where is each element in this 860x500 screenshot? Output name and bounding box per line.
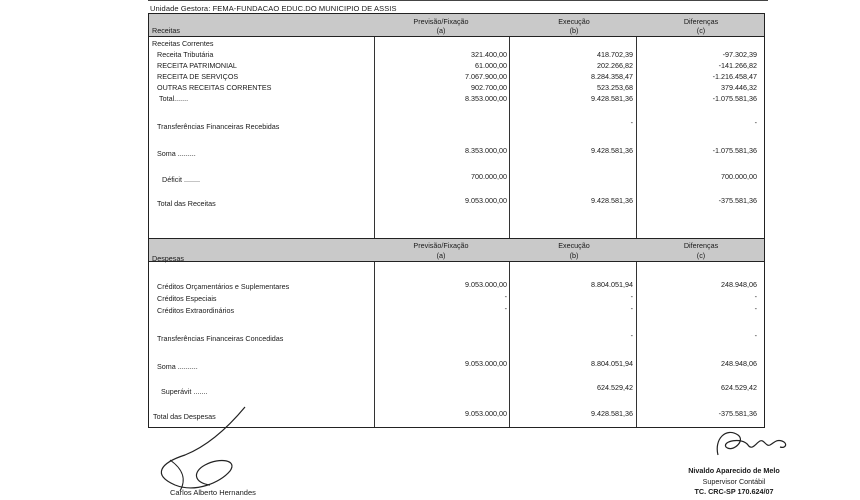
soma-execucao: 9.428.581,36 xyxy=(591,146,633,155)
transfer-granted-execucao: - xyxy=(630,331,633,340)
header-previsao-sub: (a) xyxy=(436,26,446,35)
row-label: Receita Tributária xyxy=(157,50,214,59)
header-execucao-sub: (b) xyxy=(569,251,579,260)
soma-previsao: 9.053.000,00 xyxy=(465,359,507,368)
row-diferenca: -1.075.581,36 xyxy=(712,94,757,103)
row-label: RECEITA DE SERVIÇOS xyxy=(157,72,239,81)
row-previsao: 9.053.000,00 xyxy=(465,280,507,289)
row-label: Total....... xyxy=(159,94,189,103)
budget-table xyxy=(148,13,765,428)
row-label: Créditos Extraordinários xyxy=(157,306,235,315)
row-execucao: 8.284.358,47 xyxy=(591,72,633,81)
header-previsao: Previsão/Fixação xyxy=(413,241,469,250)
transfer-received-label: Transferências Financeiras Recebidas xyxy=(157,122,280,131)
superavit-execucao: 624.529,42 xyxy=(597,383,633,392)
row-previsao: - xyxy=(504,292,507,301)
soma-label: Soma ......... xyxy=(157,149,196,158)
row-previsao: 8.353.000,00 xyxy=(465,94,507,103)
row-label: Créditos Especiais xyxy=(157,294,217,303)
row-label: RECEITA PATRIMONIAL xyxy=(157,61,237,70)
deficit-previsao: 700.000,00 xyxy=(471,172,507,181)
row-execucao: - xyxy=(630,304,633,313)
signature-right-registration: TC. CRC-SP 170.624/07 xyxy=(694,487,774,496)
header-execucao: Execução xyxy=(558,241,590,250)
total-despesas-execucao: 9.428.581,36 xyxy=(591,409,633,418)
transfer-granted-label: Transferências Financeiras Concedidas xyxy=(157,334,284,343)
signature-right-scribble xyxy=(712,425,792,461)
total-despesas-label: Total das Despesas xyxy=(153,412,216,421)
deficit-diferenca: 700.000,00 xyxy=(721,172,757,181)
header-execucao: Execução xyxy=(558,17,590,26)
total-receitas-label: Total das Receitas xyxy=(157,199,216,208)
row-previsao: 7.067.900,00 xyxy=(465,72,507,81)
superavit-label: Superávit ....... xyxy=(161,387,208,396)
total-despesas-previsao: 9.053.000,00 xyxy=(465,409,507,418)
signature-left-name: Carlos Alberto Hernandes xyxy=(170,488,256,497)
row-previsao: - xyxy=(504,304,507,313)
transfer-received-diferenca: - xyxy=(754,118,757,127)
receitas-correntes-label: Receitas Correntes xyxy=(152,39,214,48)
superavit-diferenca: 624.529,42 xyxy=(721,383,757,392)
despesas-section-label: Despesas xyxy=(152,254,184,263)
header-diferencas-sub: (c) xyxy=(696,26,706,35)
soma-diferenca: -1.075.581,36 xyxy=(712,146,757,155)
soma-label: Soma .......... xyxy=(157,362,198,371)
row-diferenca: 379.446,32 xyxy=(721,83,757,92)
row-execucao: 9.428.581,36 xyxy=(591,94,633,103)
row-execucao: 523.253,68 xyxy=(597,83,633,92)
row-previsao: 321.400,00 xyxy=(471,50,507,59)
row-label: OUTRAS RECEITAS CORRENTES xyxy=(157,83,272,92)
top-border xyxy=(148,0,768,1)
total-despesas-diferenca: -375.581,36 xyxy=(718,409,757,418)
row-execucao: 8.804.051,94 xyxy=(591,280,633,289)
header-execucao-sub: (b) xyxy=(569,26,579,35)
receitas-section-label: Receitas xyxy=(152,26,180,35)
column-divider xyxy=(636,14,637,427)
row-diferenca: -141.266,82 xyxy=(718,61,757,70)
header-previsao-sub: (a) xyxy=(436,251,446,260)
row-diferenca: -97.302,39 xyxy=(722,50,757,59)
row-execucao: 418.702,39 xyxy=(597,50,633,59)
row-execucao: - xyxy=(630,292,633,301)
signature-left-scribble xyxy=(150,405,290,495)
total-receitas-previsao: 9.053.000,00 xyxy=(465,196,507,205)
header-diferencas-sub: (c) xyxy=(696,251,706,260)
header-diferencas: Diferenças xyxy=(683,17,719,26)
header-previsao: Previsão/Fixação xyxy=(413,17,469,26)
transfer-received-execucao: - xyxy=(630,118,633,127)
header-diferencas: Diferenças xyxy=(683,241,719,250)
soma-previsao: 8.353.000,00 xyxy=(465,146,507,155)
column-divider xyxy=(509,14,510,427)
unit-label: Unidade Gestora: FEMA-FUNDACAO EDUC.DO MUNICIPIO DE ASSIS xyxy=(150,4,397,13)
soma-diferenca: 248.948,06 xyxy=(721,359,757,368)
deficit-label: Déficit ........ xyxy=(162,175,200,184)
signature-right-name: Nivaldo Aparecido de Melo xyxy=(688,466,780,475)
soma-execucao: 8.804.051,94 xyxy=(591,359,633,368)
total-receitas-execucao: 9.428.581,36 xyxy=(591,196,633,205)
row-previsao: 61.000,00 xyxy=(475,61,507,70)
row-diferenca: -1.216.458,47 xyxy=(712,72,757,81)
row-diferenca: 248.948,06 xyxy=(721,280,757,289)
row-diferenca: - xyxy=(754,292,757,301)
row-diferenca: - xyxy=(754,304,757,313)
row-previsao: 902.700,00 xyxy=(471,83,507,92)
total-receitas-diferenca: -375.581,36 xyxy=(718,196,757,205)
signature-right-role: Supervisor Contábil xyxy=(702,477,766,486)
column-divider xyxy=(374,14,375,427)
transfer-granted-diferenca: - xyxy=(754,331,757,340)
row-label: Créditos Orçamentários e Suplementares xyxy=(157,282,290,291)
row-execucao: 202.266,82 xyxy=(597,61,633,70)
